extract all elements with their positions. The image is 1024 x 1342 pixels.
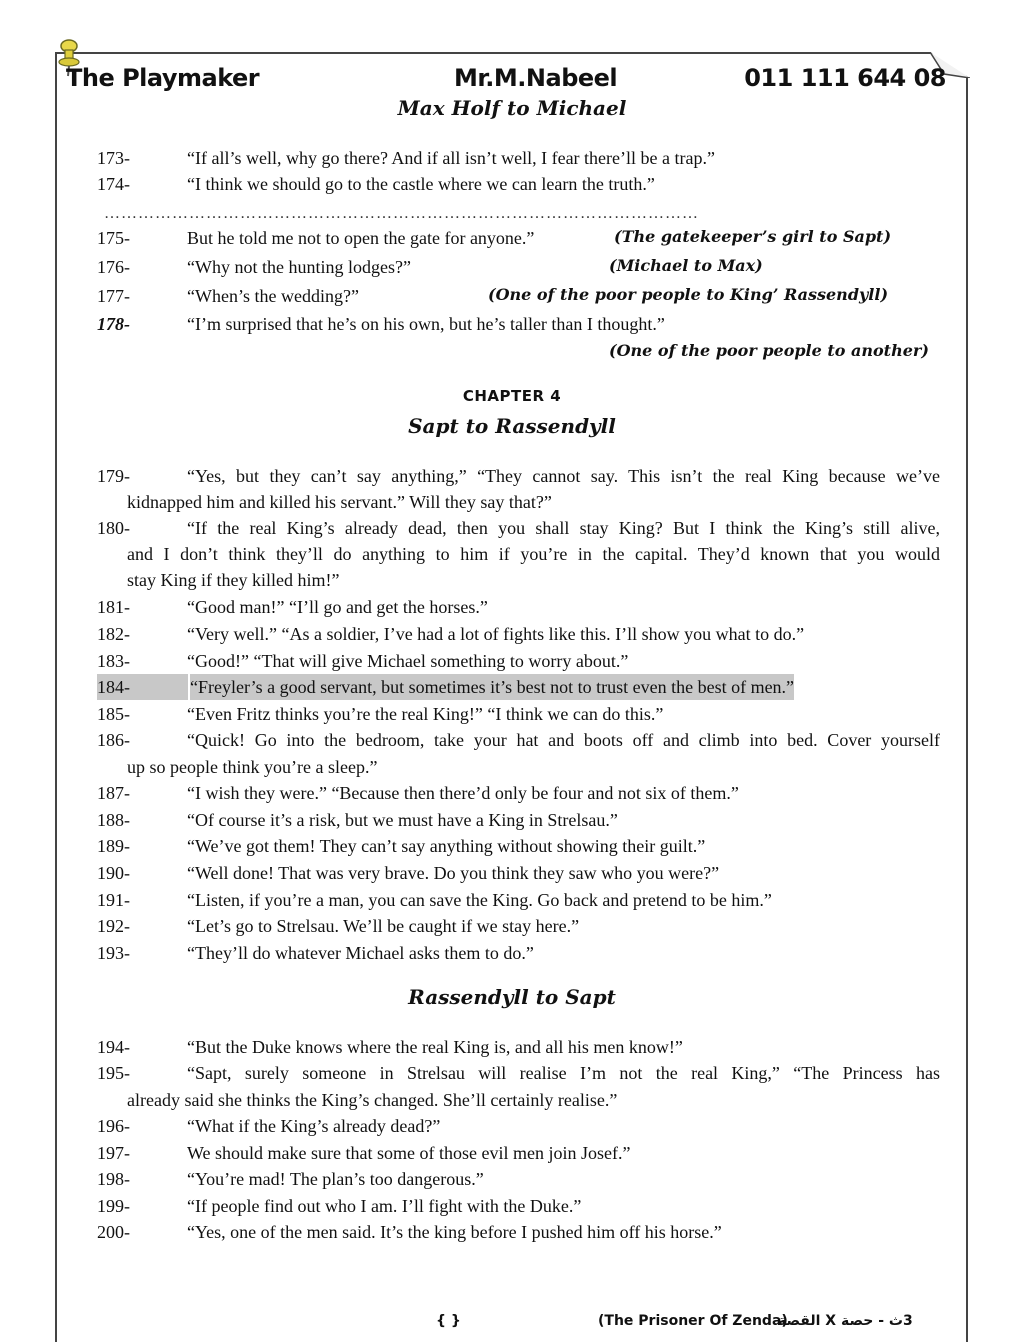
line-number: 179-: [97, 466, 130, 486]
line-number: 175-: [97, 228, 130, 248]
line-text: “Good man!” “I’ll go and get the horses.”: [187, 597, 488, 617]
line-text: “I think we should go to the castle where we can learn the truth.”: [187, 174, 655, 194]
line-text: But he told me not to open the gate for anyone.”: [187, 228, 535, 248]
line-number: 191-: [97, 890, 130, 910]
line-number: 195-: [97, 1063, 130, 1083]
line-text: “What if the King’s already dead?”: [187, 1116, 441, 1136]
line-text: “Yes, but they can’t say anything,” “They cannot say. This isn’t the real King because we’ve: [187, 466, 940, 486]
line-text: “Good!” “That will give Michael something to worry about.”: [187, 651, 629, 671]
quote-line-186-cont: up so people think you’re a sleep.”: [127, 757, 378, 777]
line-number: 187-: [97, 783, 130, 803]
line-text: “We’ve got them! They can’t say anything without showing their guilt.”: [187, 836, 706, 856]
dotted-separator: ……………………………………………………………………………………………: [104, 205, 699, 222]
line-number: 197-: [97, 1143, 130, 1163]
line-text: “Sapt, surely someone in Strelsau will realise I’m not the real King,” “The Princess has: [187, 1063, 940, 1083]
line-text: “If the real King’s already dead, then you shall stay King? But I think the King’s still alive,: [187, 518, 940, 538]
line-text: “When’s the wedding?”: [187, 286, 359, 306]
line-number: 199-: [97, 1196, 130, 1216]
line-number: 193-: [97, 943, 130, 963]
line-number: 173-: [97, 148, 130, 168]
line-number: 189-: [97, 836, 130, 856]
section-title-rassendyll-to-sapt: Rassendyll to Sapt: [408, 985, 616, 1009]
footer-arabic-label: 3ث - حصة X القصة: [778, 1313, 913, 1329]
line-text: “Very well.” “As a soldier, I’ve had a lot of fights like this. I’ll show you what to do.”: [187, 624, 805, 644]
section-title-sapt-to-rassendyll: Sapt to Rassendyll: [408, 414, 616, 438]
footer-page-number: { }: [436, 1313, 461, 1329]
line-number: 192-: [97, 916, 130, 936]
line-text: “Well done! That was very brave. Do you think they saw who you were?”: [187, 863, 720, 883]
line-text: “Yes, one of the men said. It’s the king before I pushed him off his horse.”: [187, 1222, 722, 1242]
line-number: 200-: [97, 1222, 130, 1242]
chapter-heading: CHAPTER 4: [462, 387, 562, 405]
line-text: “If all’s well, why go there? And if all isn’t well, I fear there’ll be a trap.”: [187, 148, 715, 168]
line-number: 190-: [97, 863, 130, 883]
line-number: 185-: [97, 704, 130, 724]
speaker-note-178: (One of the poor people to another): [609, 341, 929, 360]
line-text: “Why not the hunting lodges?”: [187, 257, 411, 277]
speaker-note-176: (Michael to Max): [609, 256, 763, 275]
line-text: “I wish they were.” “Because then there’d only be four and not six of them.”: [187, 783, 739, 803]
line-number: 178-: [97, 314, 130, 334]
quote-line-195-cont: already said she thinks the King’s changed. She’ll certainly realise.”: [127, 1090, 618, 1110]
page-header: [66, 64, 946, 96]
line-text: “If people find out who I am. I’ll fight with the Duke.”: [187, 1196, 582, 1216]
line-number: 198-: [97, 1169, 130, 1189]
line-text: “They’ll do whatever Michael asks them to do.”: [187, 943, 534, 963]
section-title-max-to-michael: Max Holf to Michael: [397, 96, 627, 120]
footer-book-title: (The Prisoner Of Zenda): [598, 1313, 788, 1329]
line-text: “Let’s go to Strelsau. We’ll be caught if we stay here.”: [187, 916, 580, 936]
line-number: 181-: [97, 597, 130, 617]
line-number: 174-: [97, 174, 130, 194]
line-number: 184-: [97, 674, 188, 700]
header-phone: 011 111 644 08: [744, 64, 946, 92]
line-text: “You’re mad! The plan’s too dangerous.”: [187, 1169, 484, 1189]
quote-line-180-cont1: and I don’t think they’ll do anything to him if you’re in the capital. They’d known that you would: [127, 544, 940, 564]
line-text: “Of course it’s a risk, but we must have a King in Strelsau.”: [187, 810, 618, 830]
line-number: 177-: [97, 286, 130, 306]
line-number: 182-: [97, 624, 130, 644]
line-text: “But the Duke knows where the real King is, and all his men know!”: [187, 1037, 683, 1057]
line-number: 188-: [97, 810, 130, 830]
quote-line-179-cont: kidnapped him and killed his servant.” Will they say that?”: [127, 492, 552, 512]
line-number: 194-: [97, 1037, 130, 1057]
line-text: “Quick! Go into the bedroom, take your hat and boots off and climb into bed. Cover yourself: [187, 730, 940, 750]
line-number: 186-: [97, 730, 130, 750]
line-text: “I’m surprised that he’s on his own, but he’s taller than I thought.”: [187, 314, 665, 334]
quote-line-180-cont2: stay King if they killed him!”: [127, 570, 340, 590]
line-text: “Freyler’s a good servant, but sometimes it’s best not to trust even the best of men.”: [190, 674, 794, 700]
header-title: The Playmaker: [66, 64, 260, 92]
line-number: 196-: [97, 1116, 130, 1136]
line-text: We should make sure that some of those evil men join Josef.”: [187, 1143, 631, 1163]
line-number: 183-: [97, 651, 130, 671]
speaker-note-175: (The gatekeeper’s girl to Sapt): [614, 227, 892, 246]
line-text: “Even Fritz thinks you’re the real King!” “I think we can do this.”: [187, 704, 664, 724]
line-number: 180-: [97, 518, 130, 538]
speaker-note-177: (One of the poor people to King’ Rassendyll): [488, 285, 889, 304]
line-text: “Listen, if you’re a man, you can save the King. Go back and pretend to be him.”: [187, 890, 772, 910]
header-author: Mr.M.Nabeel: [454, 64, 618, 92]
line-number: 176-: [97, 257, 130, 277]
